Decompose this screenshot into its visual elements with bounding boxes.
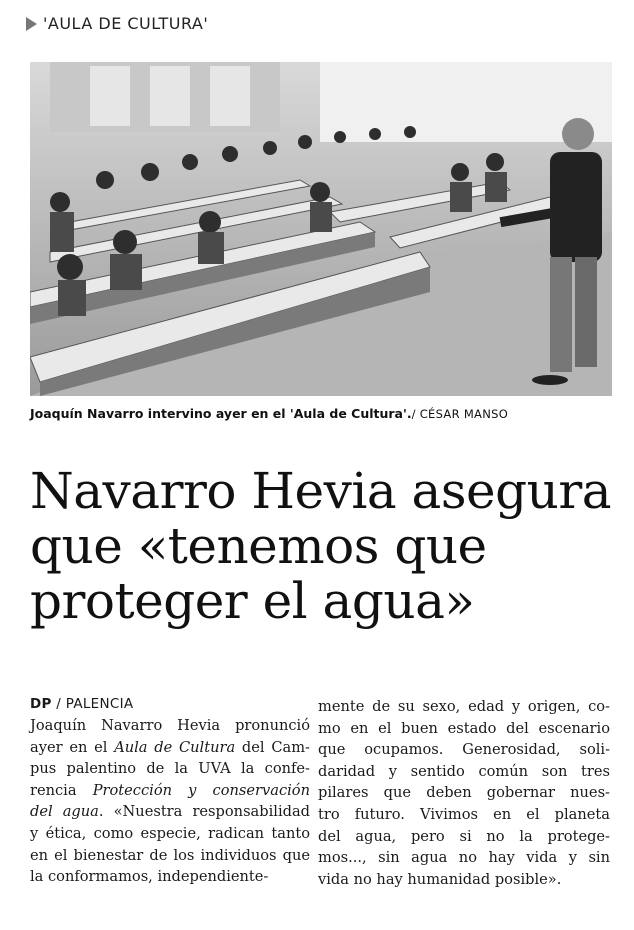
body-line: tro futuro. Vivimos en el planeta <box>318 805 610 823</box>
byline <box>30 694 310 715</box>
headline-line-3: proteger el agua» <box>30 572 475 630</box>
lecture-photo-illustration <box>30 62 612 396</box>
body-line: pilares que deben gobernar nues- <box>318 784 610 802</box>
body-line: y ética, como especie, radican tanto <box>30 824 310 842</box>
byline-agency: DP <box>30 696 52 712</box>
body-line: mente de su sexo, edad y origen, co- <box>318 698 610 715</box>
photo-caption <box>30 406 508 421</box>
article-column-right <box>318 696 610 890</box>
caption-text: Joaquín Navarro intervino ayer en el 'Aula de Cultura'. <box>30 406 412 421</box>
body-line: la conformamos, independiente- <box>30 868 269 886</box>
body-italic-title: del agua <box>30 803 99 821</box>
body-line: mos..., sin agua no hay vida y sin <box>318 849 610 867</box>
headline <box>30 464 620 629</box>
byline-location: / PALENCIA <box>56 696 134 712</box>
triangle-arrow-icon <box>26 17 37 31</box>
body-line: en el bienestar de los individuos que <box>30 846 310 864</box>
body-line: del agua, pero si no la protege- <box>318 827 610 845</box>
body-line: daridad y sentido común son tres <box>318 762 610 780</box>
lecture-photo <box>30 62 612 396</box>
section-tag-label: 'AULA DE CULTURA' <box>43 14 209 33</box>
article-column-left <box>30 694 310 888</box>
body-text: ayer en el <box>30 738 115 756</box>
body-italic-aula: Aula de Cultura <box>114 738 236 756</box>
headline-line-1: Navarro Hevia asegura <box>30 462 612 520</box>
body-line: que ocupamos. Generosidad, soli- <box>318 741 610 759</box>
body-line <box>30 737 310 759</box>
headline-line-2: que «tenemos que <box>30 517 487 575</box>
body-line: Joaquín Navarro Hevia pronunció <box>30 717 310 734</box>
body-text: del Cam- <box>235 738 310 756</box>
body-line: vida no hay humanidad posible». <box>318 870 562 888</box>
photo-credit: / CÉSAR MANSO <box>411 407 509 421</box>
body-line <box>30 801 310 823</box>
body-line: pus palentino de la UVA la confe- <box>30 760 310 778</box>
body-text: rencia <box>30 781 93 799</box>
body-line <box>30 780 310 802</box>
body-line: mo en el buen estado del escenario <box>318 719 610 737</box>
body-italic-title: Protección y conservación <box>92 781 310 799</box>
section-tag <box>26 14 208 33</box>
body-text: . «Nuestra responsabilidad <box>98 803 310 821</box>
